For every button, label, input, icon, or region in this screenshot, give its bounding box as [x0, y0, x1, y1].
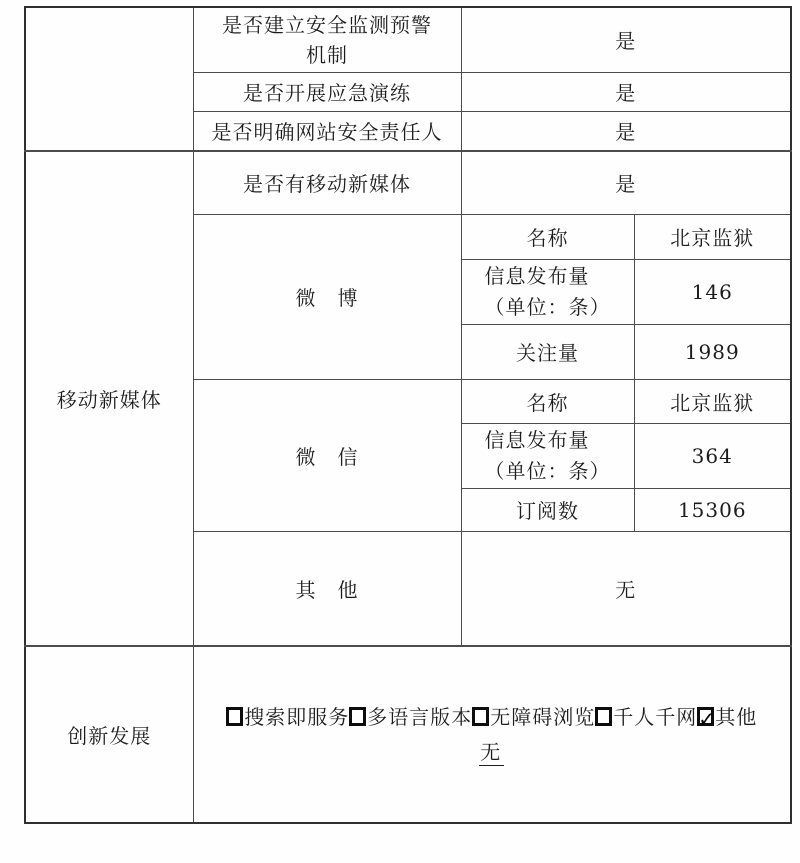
checkbox-checked-icon[interactable] — [697, 707, 714, 726]
field-value-cell: 364 — [634, 423, 791, 488]
question-value-cell: 是 — [461, 151, 791, 214]
checkbox-label: 搜索即服务 — [244, 704, 350, 729]
checkbox-empty-icon[interactable] — [349, 707, 366, 726]
group-label-weibo: 微 博 — [193, 214, 461, 379]
question-label-line2: 机制 — [306, 42, 348, 67]
section-label-mobile-media: 移动新媒体 — [25, 151, 193, 646]
checkbox-item — [472, 705, 595, 729]
checkbox-item — [595, 705, 697, 729]
field-label-cell: 订阅数 — [461, 488, 634, 531]
question-label-cell: 是否明确网站安全责任人 — [193, 111, 461, 151]
section-label-innovation: 创新发展 — [25, 646, 193, 823]
checkbox-item — [697, 705, 757, 729]
field-value-cell: 15306 — [634, 488, 791, 531]
checkbox-empty-icon[interactable] — [472, 707, 489, 726]
innovation-options-line — [194, 700, 791, 735]
field-label-cell — [461, 423, 634, 488]
field-value-cell: 1989 — [634, 324, 791, 379]
question-label-cell: 是否开展应急演练 — [193, 72, 461, 111]
question-value-cell: 是 — [461, 72, 791, 111]
checkbox-label: 千人千网 — [613, 704, 698, 729]
question-label-cell — [193, 7, 461, 72]
field-label-cell — [461, 259, 634, 324]
question-label — [194, 10, 461, 70]
field-value-cell: 北京监狱 — [634, 379, 791, 423]
annual-report-table — [24, 6, 792, 824]
checkbox-empty-icon[interactable] — [595, 707, 612, 726]
field-label-line1: 信息发布量 — [484, 427, 590, 452]
field-value-cell: 无 — [461, 531, 791, 646]
group-label-other: 其 他 — [193, 531, 461, 646]
field-label-line1: 信息发布量 — [484, 263, 590, 288]
checkbox-item — [226, 705, 349, 729]
group-label-wechat: 微 信 — [193, 379, 461, 531]
field-label — [485, 261, 611, 323]
question-value-cell: 是 — [461, 7, 791, 72]
section-cell-continued — [25, 7, 193, 151]
question-value-cell: 是 — [461, 111, 791, 151]
question-label-cell: 是否有移动新媒体 — [193, 151, 461, 214]
field-label-line2: （单位：条） — [484, 458, 611, 483]
field-label-cell: 名称 — [461, 379, 634, 423]
field-label-cell: 名称 — [461, 214, 634, 259]
checkbox-empty-icon[interactable] — [226, 707, 243, 726]
checkbox-label: 无障碍浏览 — [490, 704, 596, 729]
field-label-cell: 关注量 — [461, 324, 634, 379]
checkbox-label: 多语言版本 — [367, 704, 473, 729]
innovation-other-value: 无 — [479, 740, 504, 766]
innovation-other-line — [194, 735, 791, 770]
innovation-content-cell — [193, 646, 791, 823]
field-label — [485, 425, 611, 487]
question-label-line1: 是否建立安全监测预警 — [222, 12, 432, 37]
checkbox-label: 其他 — [715, 704, 758, 729]
field-value-cell: 146 — [634, 259, 791, 324]
field-value-cell: 北京监狱 — [634, 214, 791, 259]
checkbox-item — [349, 705, 472, 729]
field-label-line2: （单位：条） — [484, 294, 611, 319]
